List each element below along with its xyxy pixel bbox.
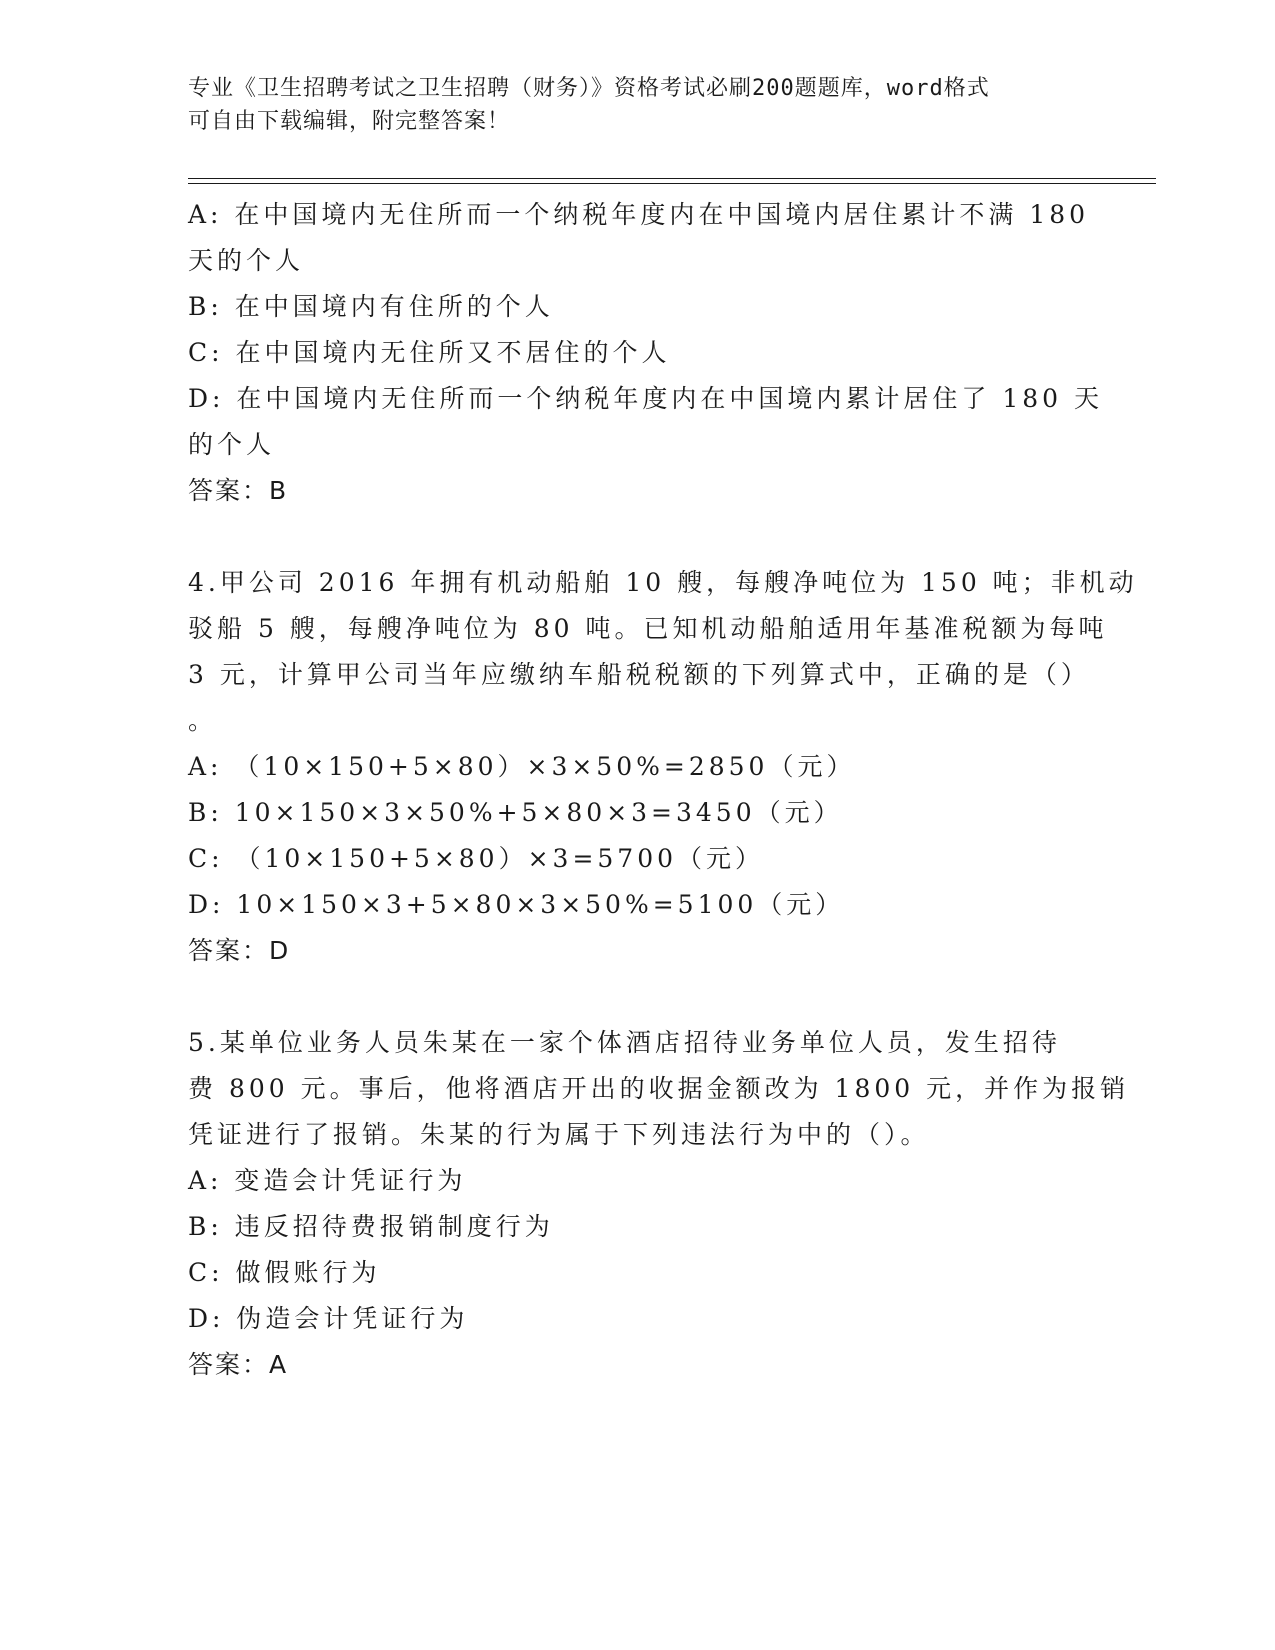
option-a-line-2: 天的个人	[188, 246, 305, 275]
question-stem-line-4: 。	[188, 706, 218, 735]
spacer	[188, 974, 1088, 1020]
option-d: D: 10×150×3+5×80×3×50%=5100（元）	[188, 890, 845, 919]
document-header	[188, 72, 1068, 138]
option-d: D: 伪造会计凭证行为	[188, 1304, 469, 1333]
header-line-2: 可自由下载编辑，附完整答案！	[188, 109, 511, 134]
answer-4: 答案：D	[188, 936, 291, 965]
option-b: B: 10×150×3×50%+5×80×3=3450（元）	[188, 798, 843, 827]
option-b: B: 在中国境内有住所的个人	[188, 292, 554, 321]
spacer	[188, 514, 1088, 560]
header-divider-top	[188, 178, 1156, 179]
option-d-line-2: 的个人	[188, 430, 276, 459]
question-stem-line-1: 4.甲公司 2016 年拥有机动船舶 10 艘，每艘净吨位为 150 吨；非机动	[188, 568, 1138, 597]
option-a-line-1: A: 在中国境内无住所而一个纳税年度内在中国境内居住累计不满 180	[188, 200, 1090, 229]
header-divider-bottom	[188, 183, 1156, 184]
question-stem-line-3: 凭证进行了报销。朱某的行为属于下列违法行为中的（）。	[188, 1120, 930, 1149]
question-3	[188, 192, 1104, 514]
question-content	[188, 192, 1138, 1388]
option-a: A: 变造会计凭证行为	[188, 1166, 467, 1195]
answer-3: 答案：B	[188, 476, 289, 505]
question-5	[188, 1020, 1130, 1388]
question-stem-line-2: 费 800 元。事后，他将酒店开出的收据金额改为 1800 元，并作为报销	[188, 1074, 1130, 1103]
option-c: C: 做假账行为	[188, 1258, 381, 1287]
answer-5: 答案：A	[188, 1350, 289, 1379]
header-line-1: 专业《卫生招聘考试之卫生招聘（财务）》资格考试必刷200题题库，word格式	[188, 76, 990, 101]
question-4	[188, 560, 1138, 974]
option-c: C: （10×150+5×80）×3=5700（元）	[188, 844, 765, 873]
option-b: B: 违反招待费报销制度行为	[188, 1212, 554, 1241]
option-d-line-1: D: 在中国境内无住所而一个纳税年度内在中国境内累计居住了 180 天	[188, 384, 1104, 413]
question-stem-line-2: 驳船 5 艘，每艘净吨位为 80 吨。已知机动船舶适用年基准税额为每吨	[188, 614, 1108, 643]
option-c: C: 在中国境内无住所又不居住的个人	[188, 338, 671, 367]
question-stem-line-3: 3 元，计算甲公司当年应缴纳车船税税额的下列算式中，正确的是（）	[188, 660, 1090, 689]
question-stem-line-1: 5.某单位业务人员朱某在一家个体酒店招待业务单位人员，发生招待	[188, 1028, 1061, 1057]
option-a: A: （10×150+5×80）×3×50%=2850（元）	[188, 752, 856, 781]
